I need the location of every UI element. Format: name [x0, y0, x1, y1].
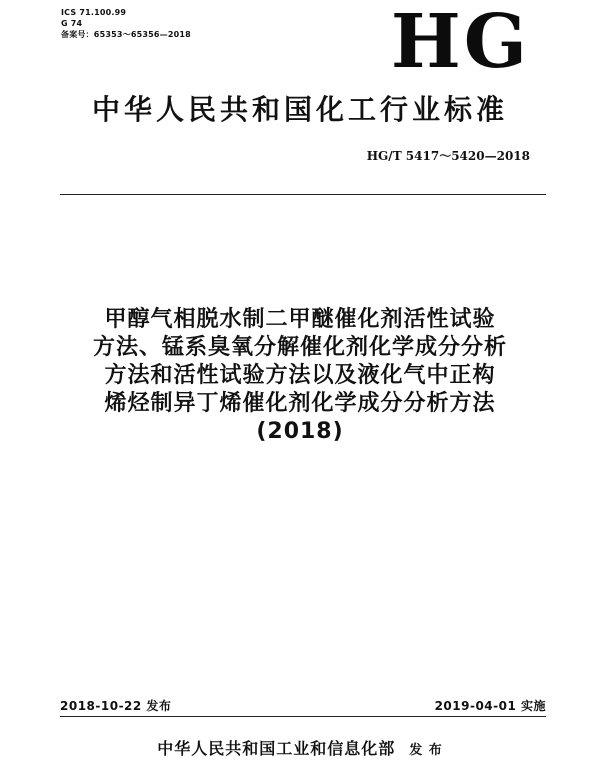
document-title-line: 烯烃制异丁烯催化剂化学成分分析方法 [104, 391, 496, 416]
ccs-code: G 74 [61, 19, 83, 28]
standard-title: 中华人民共和国化工行业标准 [91, 93, 508, 126]
ics-code: ICS 71.100.99 [61, 8, 127, 17]
publisher [0, 739, 600, 761]
document-title-line: 甲醇气相脱水制二甲醚催化剂活性试验 [104, 307, 496, 332]
document-title [0, 306, 600, 446]
standard-number: HG/T 5417～5420—2018 [366, 149, 530, 163]
header-divider [60, 194, 546, 195]
document-title-year: (2018) [256, 419, 344, 444]
footer-divider [60, 716, 546, 717]
issue-date: 2018-10-22 发布 [60, 699, 172, 713]
implementation-date: 2019-04-01 实施 [434, 699, 546, 713]
publisher-name: 中华人民共和国工业和信息化部 [157, 739, 396, 758]
document-title-line: 方法、锰系臭氧分解催化剂化学成分分析 [92, 335, 507, 360]
publisher-suffix: 发 布 [409, 743, 443, 758]
filing-number: 备案号：65353～65356—2018 [61, 30, 191, 39]
document-title-line: 方法和活性试验方法以及液化气中正构 [104, 363, 496, 388]
hg-logo: HG [390, 0, 530, 85]
